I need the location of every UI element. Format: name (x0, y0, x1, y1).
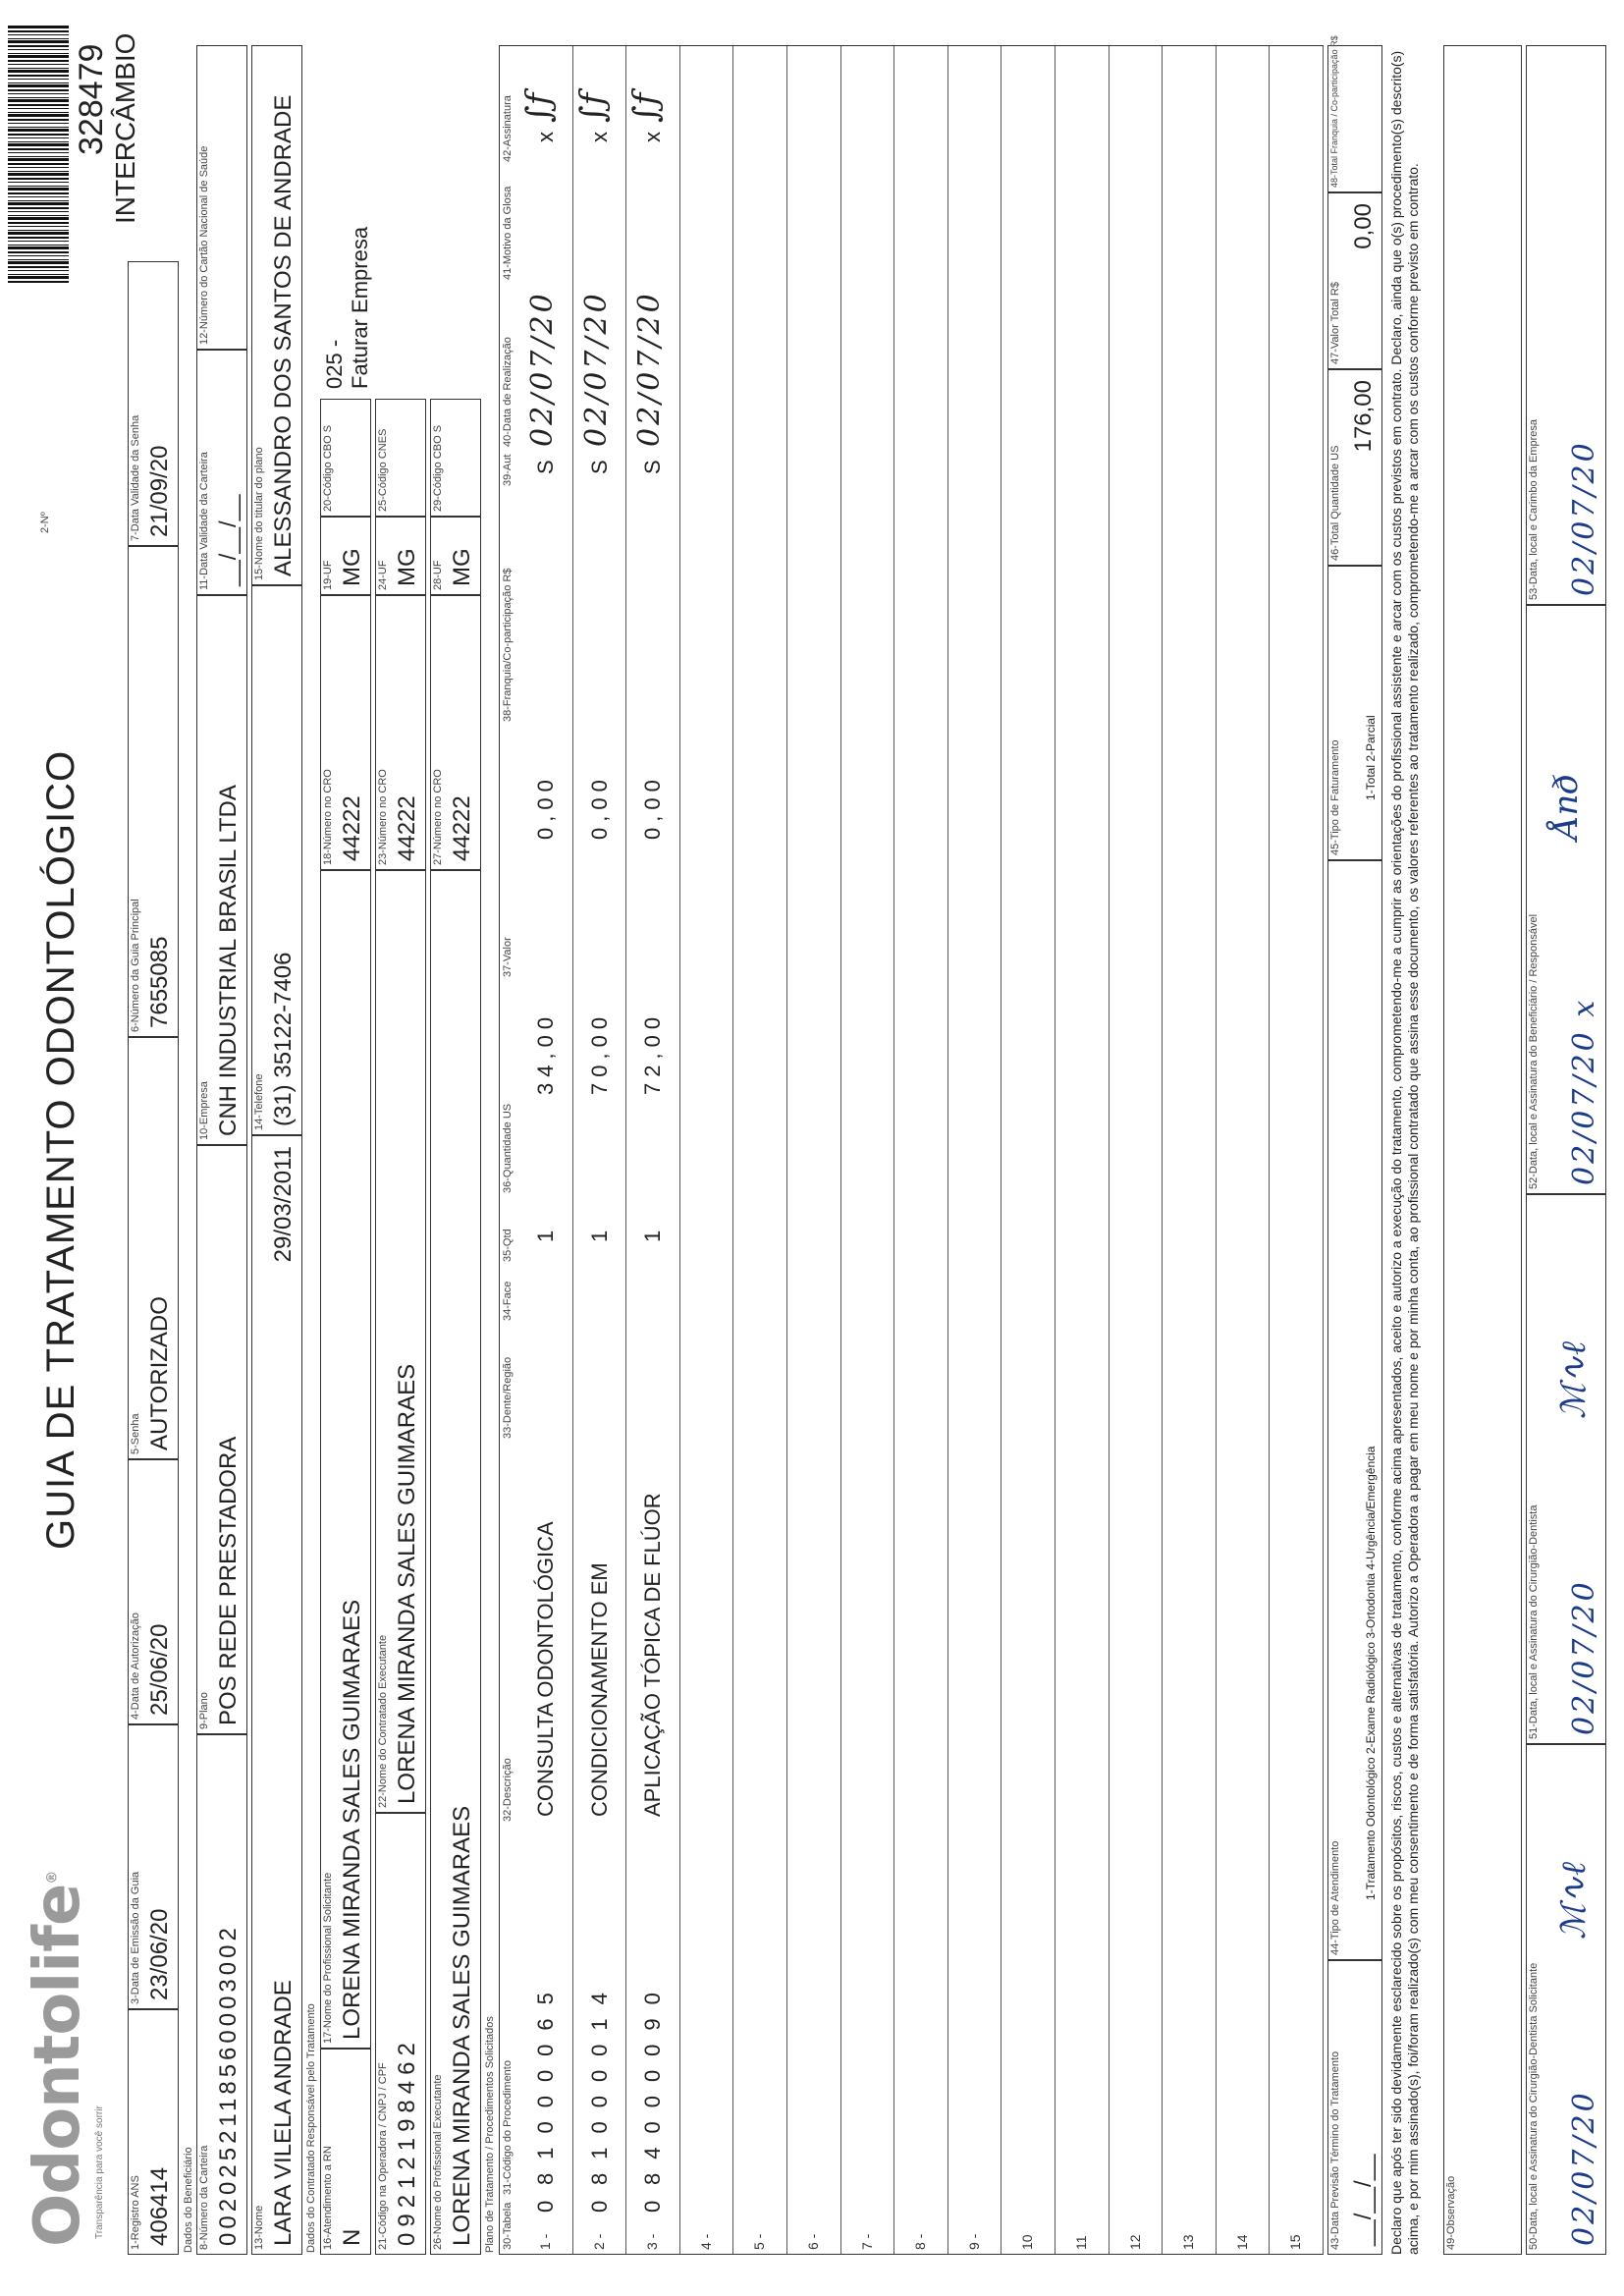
tipo-faturamento-field[interactable]: 45-Tipo de Faturamento 1-Total 2-Parcial (1327, 566, 1382, 860)
signature-beneficiario[interactable]: 52-Data, local e Assinatura do Beneficiário / Responsável 02/07/20 x Ånð (1526, 605, 1606, 1194)
table-row[interactable] (1110, 46, 1164, 2254)
signature-mark-3: Ånð (1546, 774, 1586, 840)
row-number: 11 (1073, 2235, 1089, 2250)
cnes-field[interactable]: 25-Código CNES (375, 399, 426, 517)
cell-qtd: 1 (533, 1230, 558, 1242)
col-codigo: 31-Código do Procedimento (502, 2060, 514, 2195)
cro-contratado-field[interactable]: 23-Número no CRO 44222 (375, 595, 426, 870)
declaration-text: Declaro que após ter sido devidamente esclarecido sobre os propósitos, riscos, custos e alternativas de tratamento, conforme acima apresentados, aceito e autorizo a execução do tratamento, comprometendo-me a cumprir as orientações do profissional assistente e arcar com os custos previstos em contrato. Declaro, ainda que o(s) procedimento(s) descrito(s) acima, e por mim assinado(s), foi/foram realizado(s) com meu consentimento e de forma satisfatória. Autorizo a Operadora a pagar em meu nome e por minha conta, ao profissional contratado que assina esse documento, os valores referentes ao tratamento realizado, comprometendo-me a arcar com os custos conforme previsto em contrato. (1388, 50, 1421, 2255)
contratado-executante-field[interactable]: 22-Nome do Contratado Executante LORENA MIRANDA SALES GUIMARAES (375, 870, 426, 1813)
data-autorizacao-field[interactable]: 4-Data de Autorização 25/06/20 (128, 1459, 179, 1724)
cell-valor: 0,00 (640, 774, 666, 840)
row-number: 3 - (644, 2233, 661, 2250)
cell-descricao: CONSULTA ODONTOLÓGICA (533, 1521, 558, 1817)
total-franquia-field[interactable]: 48-Total Franquia / Co-participação R$ (1327, 45, 1382, 192)
cro-executante-field[interactable]: 27-Número no CRO 44222 (430, 595, 481, 870)
signature-dentista[interactable]: 51-Data, local e Assinatura do Cirurgião-Dentista 02/07/20 ℳ∿ℓ (1526, 1194, 1606, 1744)
row-signature-icon: ∫ƒ (626, 92, 667, 123)
nome-field[interactable]: 13-Nome LARA VILELA ANDRADE 29/03/2011 (251, 1135, 302, 2255)
table-row[interactable] (1056, 46, 1110, 2254)
col-assinatura: 42-Assinatura (502, 95, 514, 162)
col-data: 40-Data de Realização (502, 337, 514, 447)
cell-data-realizacao: 02/07/20 (525, 291, 560, 447)
signature-empresa[interactable]: 53-Data, local e Carimbo da Empresa 02/07/20 (1526, 45, 1606, 605)
uf-executante-field[interactable]: 28-UF MG (430, 517, 481, 595)
row-number: 13 (1180, 2234, 1197, 2250)
procedures-table (499, 45, 1324, 2255)
numero-carteira-field[interactable]: 8-Número da Carteira 0020252118560003002 (196, 1734, 247, 2255)
validade-carteira-field[interactable]: 11-Data Validade da Carteira __/__/__ (196, 350, 247, 595)
registro-ans-field[interactable]: 1-Registro ANS 406414 (128, 2009, 179, 2255)
cell-assinatura: x (640, 132, 666, 142)
col-us: 36-Quantidade US (502, 1103, 514, 1193)
cell-us: 34,00 (533, 1011, 558, 1095)
guide-number: 328479 (73, 43, 110, 155)
col-dente: 33-Dente/Região (502, 1356, 514, 1439)
barcode-icon (8, 26, 69, 283)
cell-assinatura: x (533, 132, 558, 142)
cell-data-realizacao: 02/07/20 (632, 291, 668, 447)
table-row[interactable] (1001, 46, 1056, 2254)
cell-codigo: 81000065 (533, 1979, 558, 2185)
guide-number-label: 2-Nº (39, 512, 51, 533)
cell-codigo: 84000090 (640, 1979, 666, 2185)
cbo-solicitante-field[interactable]: 20-Código CBO S (320, 399, 371, 517)
cell-data-realizacao: 02/07/20 (578, 291, 614, 447)
cro-solicitante-field[interactable]: 18-Número no CRO 44222 (320, 595, 371, 870)
codigo-operadora-field[interactable]: 21-Código na Operadora / CNPJ / CPF 09212198462 (375, 1813, 426, 2255)
logo-tagline: Transparência para você sorrir (94, 2105, 105, 2239)
cell-aut: S (533, 460, 558, 474)
cell-valor: 0,00 (586, 774, 612, 840)
signature-mark-2: ℳ∿ℓ (1554, 1340, 1594, 1419)
table-row[interactable] (1163, 46, 1217, 2254)
data-emissao-field[interactable]: 3-Data de Emissão da Guia 23/06/20 (128, 1724, 179, 2009)
plano-field[interactable]: 9-Plano POS REDE PRESTADORA (196, 1145, 247, 1734)
atendimento-rn-field[interactable]: 16-Atendimento a RN N (320, 2049, 371, 2255)
empresa-field[interactable]: 10-Empresa CNH INDUSTRIAL BRASIL LTDA (196, 595, 247, 1145)
odontolife-logo: Odontolife® (22, 1871, 94, 2247)
table-row[interactable] (1270, 46, 1324, 2254)
row-number: 7 - (858, 2233, 875, 2250)
cell-assinatura: x (586, 132, 612, 142)
profissional-solicitante-field[interactable]: 17-Nome do Profissional Solicitante LORENA MIRANDA SALES GUIMARAES (320, 870, 371, 2049)
faturar-text: Faturar Empresa (348, 226, 372, 389)
col-franquia: 38-Franquia/Co-participação R$ (502, 568, 514, 722)
row-number: 5 - (751, 2233, 768, 2250)
nascimento-value: 29/03/2011 (270, 1146, 297, 1263)
section-plano-tratamento: Plano de Tratamento / Procedimentos Solicitados (484, 2016, 496, 2253)
cell-qtd: 1 (640, 1230, 666, 1242)
previsao-field[interactable]: 43-Data Previsão Término do Tratamento __/__/__ (1327, 1960, 1382, 2255)
row-number: 4 - (697, 2233, 714, 2250)
row-number: 9 - (965, 2233, 982, 2250)
row-signature-icon: ∫ƒ (572, 92, 613, 123)
page-title: GUIA DE TRATAMENTO ODONTOLÓGICO (39, 749, 82, 1550)
table-row[interactable] (519, 46, 573, 2254)
cell-us: 70,00 (586, 1011, 612, 1095)
table-row[interactable] (841, 46, 895, 2254)
uf-solicitante-field[interactable]: 19-UF MG (320, 517, 371, 595)
row-number: 15 (1287, 2234, 1304, 2250)
row-number: 6 - (805, 2233, 821, 2250)
table-row[interactable] (626, 46, 680, 2254)
signature-mark-1: ℳ∿ℓ (1554, 1861, 1594, 1940)
cbo-executante-field[interactable]: 29-Código CBO S (430, 399, 481, 517)
table-row[interactable] (894, 46, 948, 2254)
row-number: 1 - (537, 2233, 553, 2250)
guia-principal-field[interactable]: 6-Número da Guia Principal 7655085 (128, 546, 179, 1037)
row-number: 12 (1126, 2234, 1143, 2250)
cell-tabela: 0 (533, 2200, 558, 2213)
faturar-code: 025 - (322, 339, 347, 389)
col-glosa: 41-Motivo da Glosa (502, 186, 514, 280)
titular-field[interactable]: 15-Nome do titular do plano ALESSANDRO DOS SANTOS DE ANDRADE (251, 45, 302, 585)
col-qtd: 35-Qtd (502, 1229, 514, 1262)
cell-descricao: APLICAÇÃO TÓPICA DE FLÚOR (640, 1493, 666, 1817)
valor-total-field[interactable]: 47-Valor Total R$ 0,00 (1327, 192, 1382, 369)
section-beneficiario: Dados do Beneficiário (183, 2147, 194, 2253)
validade-senha-field[interactable]: 7-Data Validade da Senha 21/09/20 (128, 261, 179, 546)
col-aut: 39-Aut (502, 454, 514, 486)
table-row[interactable] (1217, 46, 1271, 2254)
col-valor: 37-Valor (502, 937, 514, 977)
row-number: 2 - (590, 2233, 607, 2250)
row-number: 8 - (912, 2233, 929, 2250)
table-row[interactable] (680, 46, 734, 2254)
telefone-field[interactable]: 14-Telefone (31) 35122-7406 (251, 585, 302, 1135)
row-signature-icon: ∫ƒ (519, 92, 559, 123)
cell-tabela: 0 (586, 2200, 612, 2213)
section-contratado: Dados do Contratado Responsável pelo Tratamento (305, 2003, 317, 2253)
uf-contratado-field[interactable]: 24-UF MG (375, 517, 426, 595)
signature-solicitante[interactable]: 50-Data, local e Assinatura do Cirurgião-Dentista Solicitante 02/07/20 ℳ∿ℓ (1526, 1744, 1606, 2255)
total-us-field[interactable]: 46-Total Quantidade US 176,00 (1327, 369, 1382, 566)
cell-qtd: 1 (586, 1230, 612, 1242)
cell-codigo: 81000014 (586, 1979, 612, 2185)
cell-valor: 0,00 (533, 774, 558, 840)
col-face: 34-Face (502, 1281, 514, 1321)
tipo-atendimento-field[interactable]: 44-Tipo de Atendimento 1-Tratamento Odontológico 2-Exame Radiológico 3-Ortodontia 4-Urgência/Emergência (1327, 860, 1382, 1960)
col-descricao: 32-Descrição (502, 1758, 514, 1822)
cartao-nacional-field[interactable]: 12-Número do Cartão Nacional de Saúde (196, 45, 247, 350)
table-row[interactable] (948, 46, 1002, 2254)
table-row[interactable] (787, 46, 841, 2254)
cell-descricao: CONDICIONAMENTO EM (586, 1562, 612, 1817)
table-row[interactable] (733, 46, 787, 2254)
cell-us: 72,00 (640, 1011, 666, 1095)
senha-field[interactable]: 5-Senha AUTORIZADO (128, 1037, 179, 1459)
cell-aut: S (586, 460, 612, 474)
profissional-executante-field[interactable]: 26-Nome do Profissional Executante LORENA MIRANDA SALES GUIMARAES (430, 870, 481, 2255)
cell-aut: S (640, 460, 666, 474)
table-row[interactable] (573, 46, 627, 2254)
row-number: 10 (1019, 2234, 1036, 2250)
col-tabela: 30-Tabela (502, 2202, 514, 2250)
observacao-field[interactable]: 49-Observação (1443, 45, 1522, 2255)
cell-tabela: 0 (640, 2200, 666, 2213)
intercambio-label: INTERCÂMBIO (110, 32, 140, 224)
row-number: 14 (1233, 2234, 1250, 2250)
